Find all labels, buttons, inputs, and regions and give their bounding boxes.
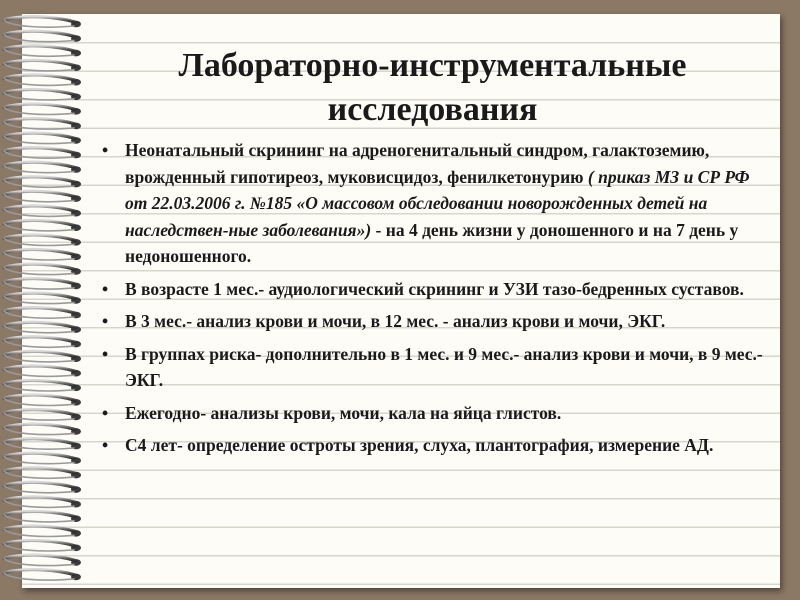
item-text: С4 лет- определение остроты зрения, слуха, плантография, измерение АД.	[125, 435, 714, 455]
item-text: В возрасте 1 мес.- аудиологический скрининг и УЗИ тазо-бедренных суставов.	[125, 278, 744, 299]
spiral-ring-icon	[4, 351, 81, 362]
spiral-ring-icon	[4, 511, 81, 522]
spiral-ring-icon	[4, 104, 81, 115]
spiral-ring-icon	[4, 31, 81, 42]
item-text: В 3 мес.- анализ крови и мочи, в 12 мес. - анализ крови и мочи, ЭКГ.	[125, 311, 666, 331]
title-line-2: исследования	[327, 91, 538, 128]
spiral-ring-icon	[4, 279, 81, 290]
list-item	[100, 308, 765, 335]
bullet-icon: •	[102, 311, 109, 331]
spiral-ring-icon	[4, 17, 81, 28]
item-text: В группах риска- дополнительно в 1 мес. и 9 мес.- анализ крови и мочи, в 9 мес.- ЭКГ.	[125, 343, 763, 390]
spiral-ring-icon	[4, 526, 81, 537]
spiral-ring-icon	[4, 482, 81, 493]
spiral-ring-icon	[4, 293, 81, 304]
spiral-ring-icon	[4, 570, 81, 581]
spiral-ring-icon	[4, 439, 81, 450]
bullet-icon: •	[102, 343, 109, 364]
spiral-binding-icon	[0, 0, 95, 600]
spiral-ring-icon	[4, 89, 81, 100]
spiral-ring-icon	[4, 540, 81, 551]
spiral-ring-icon	[4, 380, 81, 391]
spiral-ring-icon	[4, 264, 81, 275]
spiral-ring-icon	[4, 555, 81, 566]
spiral-ring-icon	[4, 468, 81, 479]
spiral-ring-icon	[4, 497, 81, 508]
spiral-ring-icon	[4, 148, 81, 159]
item-text: Ежегодно- анализы крови, мочи, кала на яйца глистов.	[125, 402, 562, 423]
spiral-ring-icon	[4, 191, 81, 202]
item-italic-text: ( приказ МЗ и СР РФ от 22.03.2006 г. №185 «О массовом обследовании новорожденных детей на наследствен-ные заболевания»)	[125, 166, 750, 240]
bullet-icon: •	[102, 435, 109, 455]
spiral-ring-icon	[4, 366, 81, 377]
spiral-ring-icon	[4, 235, 81, 246]
spiral-ring-icon	[4, 220, 81, 231]
spiral-ring-icon	[4, 410, 81, 421]
item-text: - на 4 день жизни у доношенного и на 7 день у недоношенного.	[125, 219, 739, 266]
spiral-ring-icon	[4, 206, 81, 217]
list-item	[100, 137, 765, 270]
spiral-ring-icon	[4, 119, 81, 130]
spiral-ring-icon	[4, 453, 81, 464]
spiral-ring-icon	[4, 424, 81, 435]
spiral-ring-icon	[4, 249, 81, 260]
spiral-ring-icon	[4, 177, 81, 188]
spiral-ring-icon	[4, 46, 81, 57]
item-text: Неонатальный скрининг на адреногенитальный синдром, галактоземию, врожденный гипотиреоз, муковисцидоз, фенилкетонурию	[125, 140, 710, 187]
page-title	[95, 44, 770, 132]
list-item	[100, 400, 765, 427]
spiral-ring-icon	[4, 395, 81, 406]
spiral-ring-icon	[4, 308, 81, 319]
spiral-ring-icon	[4, 133, 81, 144]
list-item	[100, 276, 765, 303]
list-item	[100, 341, 765, 394]
spiral-ring-icon	[4, 322, 81, 333]
spiral-ring-icon	[4, 337, 81, 348]
bullet-list	[100, 137, 765, 465]
spiral-ring-icon	[4, 162, 81, 173]
bullet-icon: •	[102, 402, 109, 423]
spiral-ring-icon	[4, 75, 81, 86]
spiral-ring-icon	[4, 60, 81, 71]
title-line-1: Лабораторно-инструментальные	[178, 47, 687, 84]
bullet-icon: •	[102, 278, 109, 299]
list-item	[100, 432, 765, 459]
bullet-icon: •	[102, 140, 109, 160]
